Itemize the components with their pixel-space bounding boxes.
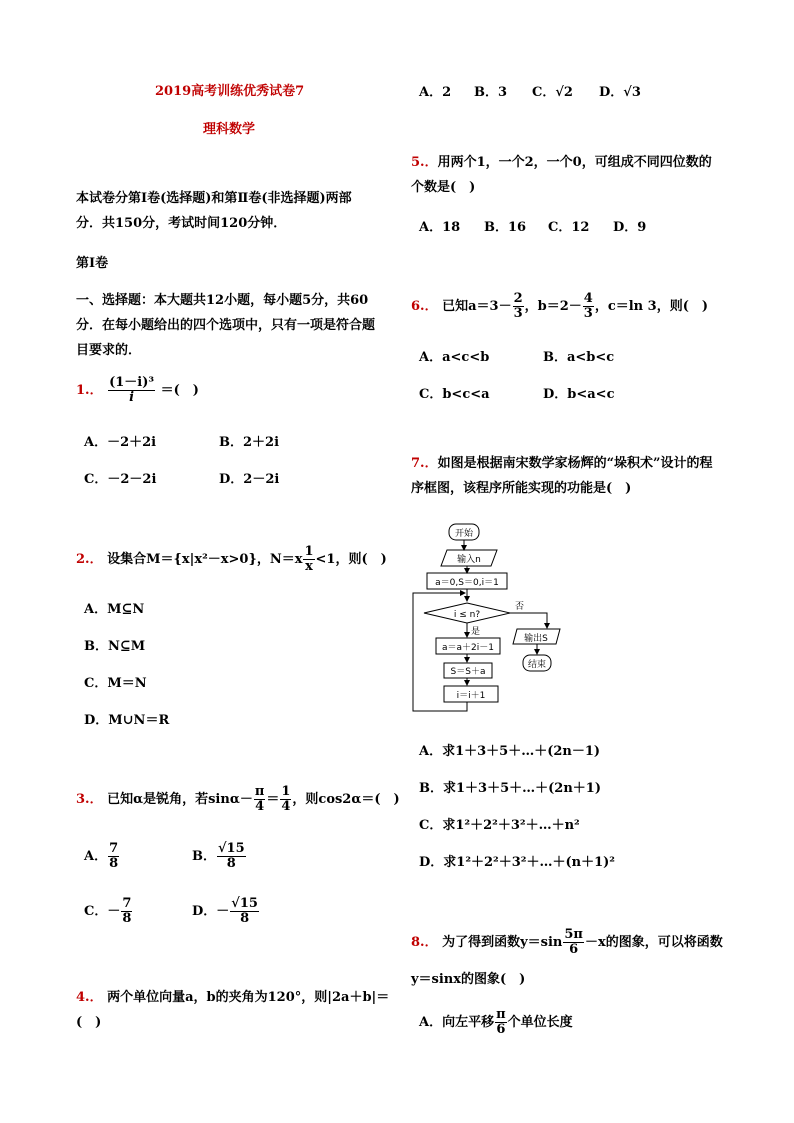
q1-option-c[interactable]: C．－2－2i bbox=[84, 472, 157, 487]
q6-option-a[interactable]: A．a<c<b bbox=[419, 350, 490, 365]
fraction: $\frac{\text{(1－i)³}}{i}$ bbox=[109, 375, 155, 405]
q6-option-d[interactable]: D．b<a<c bbox=[543, 387, 615, 402]
intro-text: 本试卷分第Ⅰ卷(选择题)和第Ⅱ卷(非选择题)两部分．共150分，考试时间120分钟． bbox=[76, 191, 352, 231]
q5-option-c[interactable]: C．12 bbox=[548, 220, 590, 235]
flow-decision-label: i ≤ n? bbox=[453, 610, 481, 620]
question-stem: 已知a＝3－ bbox=[442, 299, 512, 314]
question-8-line2: y＝sinx的图象( ) bbox=[411, 972, 526, 987]
question-number: 8.． bbox=[411, 935, 438, 950]
q1-option-d[interactable]: D．2－2i bbox=[219, 472, 280, 487]
q7-option-a[interactable]: A．求1＋3＋5＋…＋(2n－1) bbox=[419, 744, 601, 759]
flow-start-label: 开始 bbox=[454, 529, 474, 539]
q2-option-b[interactable]: B．N⊆M bbox=[84, 639, 146, 654]
part-instructions: 一、选择题：本大题共12小题，每小题5分，共60分．在每小题给出的四个选项中，只有一项是符合题目要求的． bbox=[76, 293, 376, 358]
question-number: 4.． bbox=[76, 990, 103, 1005]
section-heading: 第Ⅰ卷 bbox=[76, 256, 109, 271]
question-6 bbox=[411, 292, 708, 321]
q3-option-a[interactable]: A． $\frac{7}{8}$ bbox=[84, 841, 119, 871]
q3-option-d[interactable]: D．－ $\frac{√15}{8}$ bbox=[192, 896, 258, 926]
q7-option-d[interactable]: D．求1²＋2²＋3²＋…＋(n＋1)² bbox=[419, 855, 615, 870]
fraction: $\frac{4}{3}$ bbox=[583, 291, 593, 321]
q7-option-c[interactable]: C．求1²＋2²＋3²＋…＋n² bbox=[419, 818, 580, 833]
fraction: $\frac{2}{3}$ bbox=[513, 291, 523, 321]
q2-option-a[interactable]: A．M⊆N bbox=[84, 602, 145, 617]
flow-input-label: 输入n bbox=[457, 555, 481, 565]
q4-option-d[interactable]: D．√3 bbox=[599, 85, 641, 100]
q4-option-a[interactable]: A．2 bbox=[419, 85, 452, 100]
flowchart bbox=[405, 518, 575, 718]
question-stem-tail: －x的图象，可以将函数 bbox=[584, 935, 723, 950]
question-stem: 用两个1，一个2，一个0，可组成不同四位数的个数是( ) bbox=[411, 155, 712, 195]
question-stem-tail: ，则cos2α＝( ) bbox=[292, 792, 400, 807]
flow-step3-label: i＝i＋1 bbox=[456, 691, 486, 701]
question-number: 2.． bbox=[76, 552, 103, 567]
q3-option-b[interactable]: B． $\frac{√15}{8}$ bbox=[192, 841, 245, 871]
q3-option-c[interactable]: C．－ $\frac{7}{8}$ bbox=[84, 896, 132, 926]
q2-option-c[interactable]: C．M＝N bbox=[84, 676, 147, 691]
q4-option-b[interactable]: B．3 bbox=[474, 85, 508, 100]
flow-init-label: a＝0,S＝0,i＝1 bbox=[435, 578, 499, 588]
equals-sign: ＝ bbox=[266, 792, 280, 807]
question-stem: 已知α是锐角，若sinα－ bbox=[107, 792, 253, 807]
question-3 bbox=[76, 785, 400, 814]
flow-output-label: 输出S bbox=[524, 634, 548, 644]
flow-yes-label: 是 bbox=[471, 627, 481, 637]
q2-option-d[interactable]: D．M∪N＝R bbox=[84, 713, 170, 728]
q7-option-b[interactable]: B．求1＋3＋5＋…＋(2n＋1) bbox=[419, 781, 601, 796]
flow-no-label: 否 bbox=[515, 602, 525, 612]
q5-option-b[interactable]: B．16 bbox=[484, 220, 527, 235]
fraction: $\frac{\pi}{4}$ bbox=[254, 784, 265, 814]
q8-option-a[interactable]: A．向左平移 $\frac{\pi}{6}$ 个单位长度 bbox=[419, 1007, 573, 1037]
question-7 bbox=[411, 451, 721, 501]
question-number: 7.． bbox=[411, 456, 438, 471]
question-stem: 如图是根据南宋数学家杨辉的“垛积术”设计的程序框图，该程序所能实现的功能是( ) bbox=[411, 456, 713, 496]
question-number: 1.． bbox=[76, 383, 103, 398]
q4-option-c[interactable]: C．√2 bbox=[532, 85, 573, 100]
page-title: 2019高考训练优秀试卷7 bbox=[155, 84, 305, 99]
question-stem-tail: ，c＝ln 3，则( ) bbox=[594, 299, 709, 314]
page-subtitle: 理科数学 bbox=[203, 122, 256, 137]
question-5 bbox=[411, 150, 721, 200]
q6-option-b[interactable]: B．a<b<c bbox=[543, 350, 615, 365]
flow-step1-label: a＝a＋2i－1 bbox=[442, 643, 494, 653]
question-4-paren: ( ) bbox=[76, 1015, 102, 1030]
fraction: $\frac{1}{x}$ bbox=[304, 544, 314, 574]
question-number: 3.． bbox=[76, 792, 103, 807]
question-number: 6.． bbox=[411, 299, 438, 314]
question-stem: ＝( ) bbox=[160, 383, 199, 398]
q6-option-c[interactable]: C．b<c<a bbox=[419, 387, 490, 402]
question-4 bbox=[76, 986, 389, 1005]
flow-end-label: 结束 bbox=[527, 660, 547, 670]
question-stem: 为了得到函数y＝sin bbox=[442, 935, 563, 950]
flow-step2-label: S＝S＋a bbox=[450, 667, 486, 677]
question-8 bbox=[411, 928, 723, 957]
q5-option-d[interactable]: D．9 bbox=[613, 220, 647, 235]
question-stem: 设集合M＝{x|x²－x>0}，N＝x bbox=[107, 552, 303, 567]
question-1 bbox=[76, 376, 199, 405]
fraction: $\frac{1}{4}$ bbox=[281, 784, 291, 814]
q1-option-b[interactable]: B．2＋2i bbox=[219, 435, 280, 450]
question-stem-mid: ，b＝2－ bbox=[524, 299, 582, 314]
q5-option-a[interactable]: A．18 bbox=[419, 220, 461, 235]
question-number: 5.． bbox=[411, 155, 438, 170]
question-stem-tail: <1，则( ) bbox=[315, 552, 387, 567]
question-stem: 两个单位向量a，b的夹角为120°，则|2a＋b|＝ bbox=[107, 990, 390, 1005]
question-2 bbox=[76, 545, 387, 574]
fraction: $\frac{5\pi}{6}$ bbox=[564, 927, 583, 957]
q1-option-a[interactable]: A．－2＋2i bbox=[84, 435, 157, 450]
